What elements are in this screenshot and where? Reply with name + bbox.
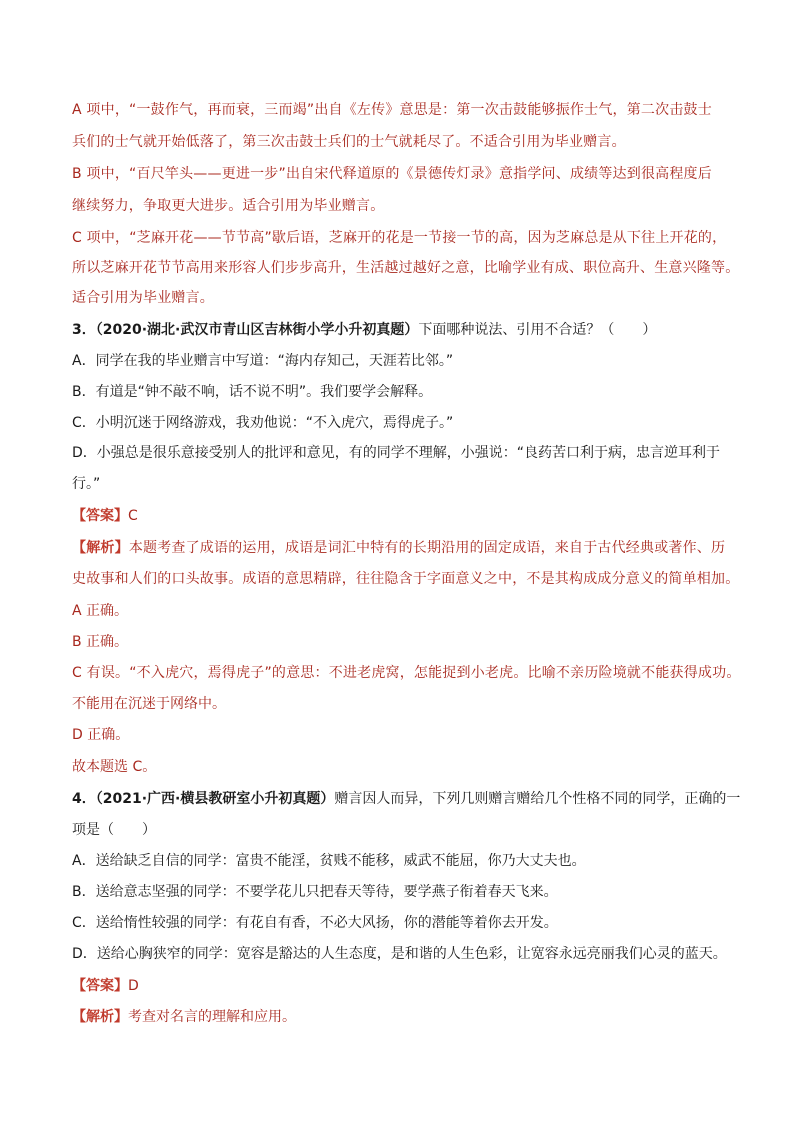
- question-3-stem: [72, 320, 734, 340]
- question-3-number: 3．: [72, 322, 96, 338]
- question-4-analysis: [72, 1007, 734, 1027]
- question-3-option-b: B．有道是“钟不敲不响，话不说不明”。我们要学会解释。: [72, 384, 433, 400]
- question-3-option-a: A．同学在我的毕业赠言中写道：“海内存知己，天涯若比邻。”: [72, 353, 454, 369]
- question-3-exp-c-line1: C 有误。“不入虎穴，焉得虎子”的意思：不进老虎窝，怎能捉到小老虎。比喻不亲历险境就不能获得成功。: [72, 665, 741, 681]
- answer-value: D: [128, 978, 139, 994]
- question-3-analysis-line2: 史故事和人们的口头故事。成语的意思精辟，往往隐含于字面意义之中，不是其构成成分意义的简单相加。: [72, 571, 740, 587]
- question-4-option-c: C．送给惰性较强的同学：有花自有香，不必大风扬，你的潜能等着你去开发。: [72, 915, 558, 931]
- question-3-option-d-line2: 行。”: [72, 476, 101, 492]
- question-4-stem-line1: [72, 789, 741, 809]
- question-3-exp-d: D 正确。: [72, 727, 130, 743]
- analysis-text: 考查对名言的理解和应用。: [128, 1009, 296, 1025]
- question-4-number: 4．: [72, 791, 96, 807]
- question-4-option-a: A．送给缺乏自信的同学：富贵不能淫，贫贱不能移，威武不能屈，你乃大丈夫也。: [72, 853, 586, 869]
- question-3-option-c: C．小明沉迷于网络游戏，我劝他说：“不入虎穴，焉得虎子。”: [72, 415, 454, 431]
- analysis-text: 本题考查了成语的运用，成语是词汇中特有的长期沿用的固定成语，来自于古代经典或著作、历: [128, 540, 726, 556]
- explanation-c-line1: C 项中，“芝麻开花——节节高”歇后语，芝麻开的花是一节接一节的高，因为芝麻总是从下往上开花的，: [72, 230, 727, 246]
- explanation-b-line2: 继续努力，争取更大进步。适合引用为毕业赠言。: [72, 198, 385, 214]
- analysis-tag: 【解析】: [72, 1009, 128, 1025]
- question-3-answer: [72, 506, 734, 526]
- question-4-source: （2021·广西·横县教研室小升初真题）: [95, 791, 335, 807]
- question-4-answer: [72, 976, 734, 996]
- question-3-analysis-line1: [72, 538, 734, 558]
- analysis-tag: 【解析】: [72, 540, 129, 556]
- question-3-text: 下面哪种说法、引用不合适？（ ）: [418, 322, 657, 338]
- question-3-exp-b: B 正确。: [72, 634, 129, 650]
- question-4-option-b: B．送给意志坚强的同学：不要学花儿只把春天等待，要学燕子衔着春天飞来。: [72, 884, 558, 900]
- explanation-a-line1: A 项中，“一鼓作气，再而衰，三而竭”出自《左传》意思是：第一次击鼓能够振作士气，第二次击鼓士: [72, 102, 712, 118]
- question-4-stem-line2: 项是（ ）: [72, 822, 156, 838]
- question-3-source: （2020·湖北·武汉市青山区吉林街小学小升初真题）: [95, 322, 419, 338]
- question-3-conclusion: 故本题选 C。: [72, 759, 157, 775]
- question-3-option-d-line1: D．小强总是很乐意接受别人的批评和意见，有的同学不理解，小强说：“良药苦口利于病，忠言逆耳利于: [72, 445, 721, 461]
- answer-tag: 【答案】: [72, 978, 128, 994]
- explanation-c-line3: 适合引用为毕业赠言。: [72, 290, 214, 306]
- answer-tag: 【答案】: [72, 508, 128, 524]
- question-3-exp-a: A 正确。: [72, 603, 129, 619]
- explanation-c-line2: 所以芝麻开花节节高用来形容人们步步高升，生活越过越好之意，比喻学业有成、职位高升、生意兴隆等。: [72, 260, 740, 276]
- question-4-text: 赠言因人而异，下列几则赠言赠给几个性格不同的同学，正确的一: [334, 791, 741, 807]
- question-4-option-d: D．送给心胸狭窄的同学：宽容是豁达的人生态度，是和谐的人生色彩，让宽容永远亮丽我们心灵的蓝天。: [72, 946, 727, 962]
- question-3-exp-c-line2: 不能用在沉迷于网络中。: [72, 696, 226, 712]
- explanation-a-line2: 兵们的士气就开始低落了，第三次击鼓士兵们的士气就耗尽了。不适合引用为毕业赠言。: [72, 134, 626, 150]
- explanation-b-line1: B 项中，“百尺竿头——更进一步”出自宋代释道原的《景德传灯录》意指学问、成绩等达到很高程度后: [72, 166, 712, 182]
- answer-value: C: [128, 508, 138, 524]
